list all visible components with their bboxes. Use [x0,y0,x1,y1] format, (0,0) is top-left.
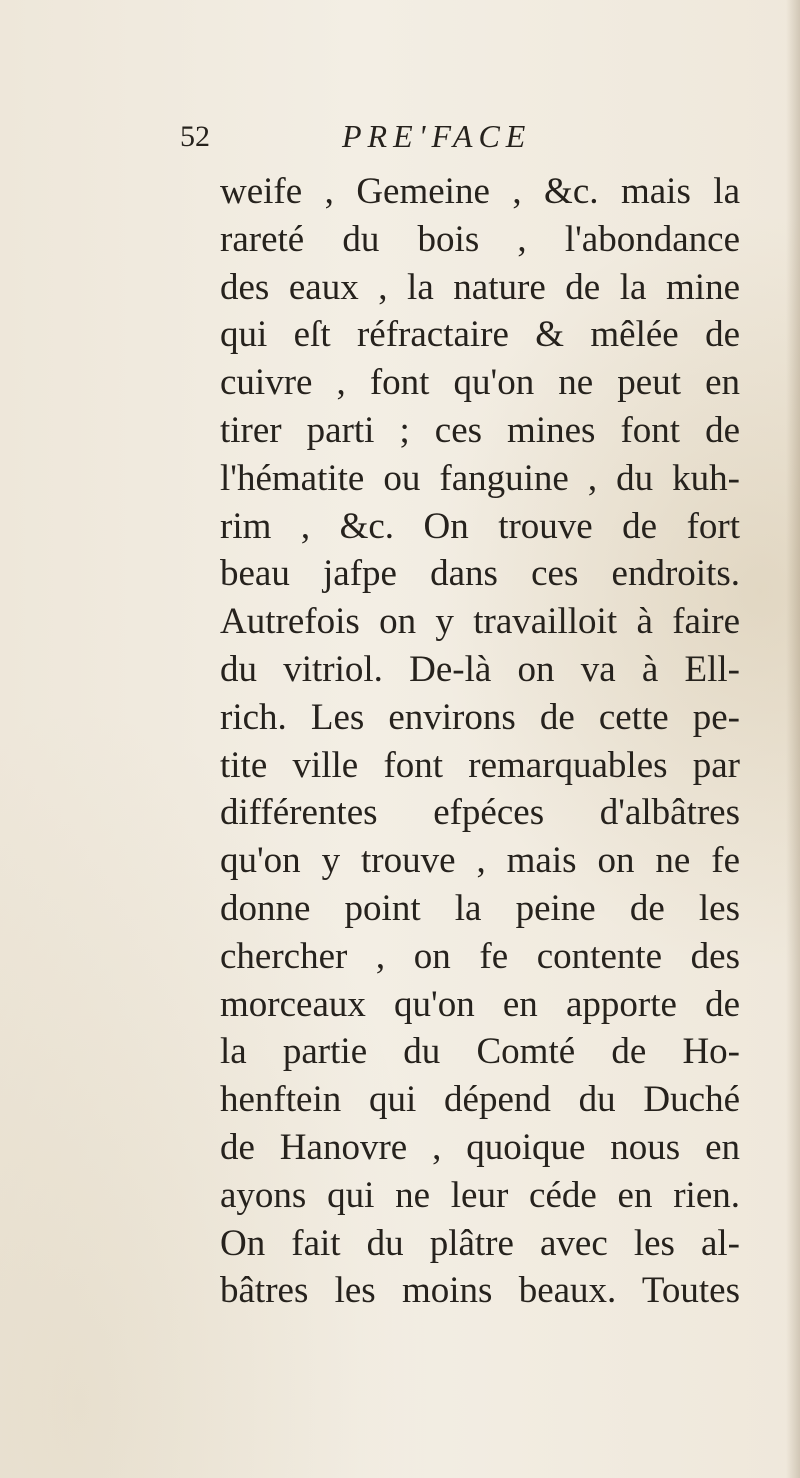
text-line: henftein qui dépend du Duché [220,1079,740,1121]
text-line: la partie du Comté de Ho- [220,1031,740,1073]
body-text [220,168,740,1315]
text-line: donne point la peine de les [220,887,740,929]
text-line: Autrefois on y travailloit à faire [220,601,740,643]
page-number: 52 [180,120,210,153]
text-line: des eaux , la nature de la mine [220,266,740,308]
text-line: rich. Les environs de cette pe- [220,696,740,738]
text-line: beau jafpe dans ces endroits. [220,553,740,595]
text-line: ayons qui ne leur céde en rien. [220,1174,740,1216]
text-line: weife , Gemeine , &c. mais la [220,171,740,212]
text-line: bâtres les moins beaux. Toutes [220,1270,740,1312]
text-line: de Hanovre , quoique nous en [220,1126,740,1168]
text-line: rareté du bois , l'abondance [220,218,740,260]
running-title: PRE'FACE [342,118,532,154]
running-header [180,118,620,158]
text-line: tirer parti ; ces mines font de [220,409,740,451]
text-line: morceaux qu'on en apporte de [220,983,740,1025]
text-line: On fait du plâtre avec les al- [220,1222,740,1264]
text-line: qu'on y trouve , mais on ne fe [220,840,740,882]
page-edge-shadow [786,0,800,1478]
text-line: qui eſt réfractaire & mêlée de [220,314,740,356]
text-line: l'hématite ou fanguine , du kuh- [220,457,740,499]
text-line: rim , &c. On trouve de fort [220,505,740,547]
text-line: du vitriol. De-là on va à Ell- [220,648,740,690]
text-line: cuivre , font qu'on ne peut en [220,362,740,404]
text-line: différentes efpéces d'albâtres [220,792,740,834]
text-line: chercher , on fe contente des [220,935,740,977]
text-line: tite ville font remarquables par [220,744,740,786]
